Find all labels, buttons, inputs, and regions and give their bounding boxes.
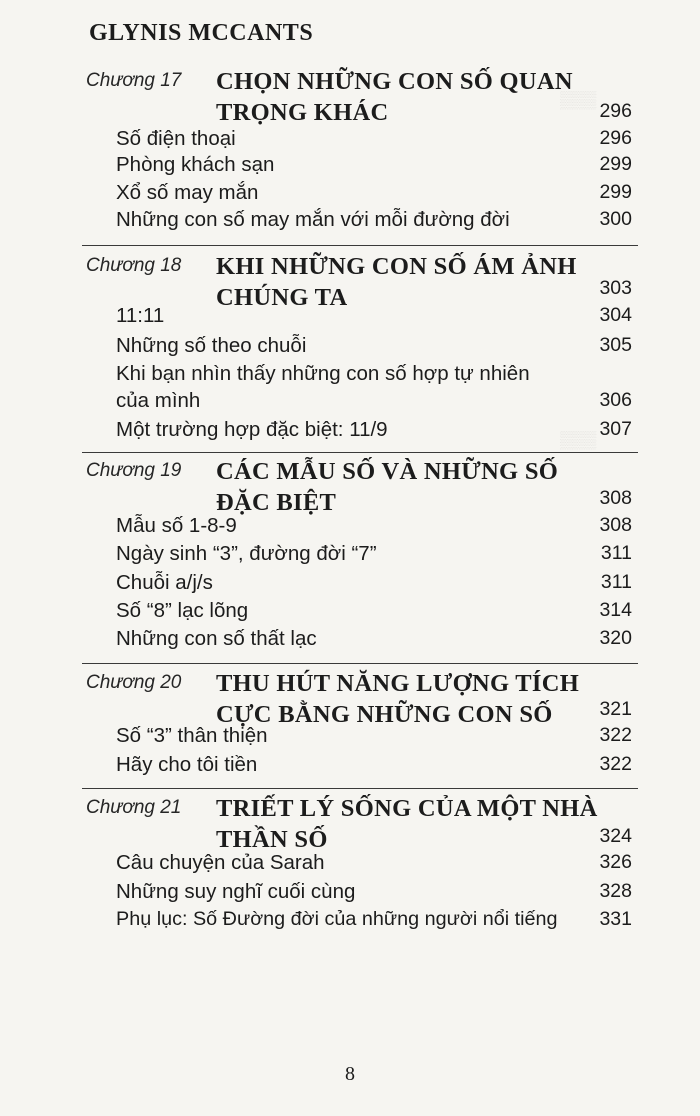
chapter-label: Chương 17	[86, 70, 182, 91]
entry-page: 314	[599, 599, 632, 621]
entry-page: 331	[599, 908, 632, 930]
chapter-label: Chương 18	[86, 255, 182, 276]
entry-page: 304	[599, 304, 632, 326]
show-through: ▒▒▒	[560, 430, 597, 449]
chapter-title: KHI NHỮNG CON SỐ ÁM ẢNH CHÚNG TA	[216, 253, 577, 311]
chapter-page: 296	[599, 100, 632, 122]
toc-entry: Những số theo chuỗi	[116, 334, 307, 357]
toc-entry: Chuỗi a/j/s	[116, 571, 213, 594]
entry-page: 307	[599, 418, 632, 440]
running-head: GLYNIS MCCANTS	[89, 20, 314, 46]
chapter-divider	[82, 452, 638, 453]
chapter-page: 324	[599, 825, 632, 847]
toc-entry: Phòng khách sạn	[116, 153, 275, 176]
chapter-title: CÁC MẪU SỐ VÀ NHỮNG SỐ ĐẶC BIỆT	[216, 458, 559, 516]
chapter-divider	[82, 788, 638, 789]
page-number: 8	[345, 1063, 355, 1085]
chapter-page: 303	[599, 277, 632, 299]
entry-page: 308	[599, 514, 632, 536]
toc-entry: Hãy cho tôi tiền	[116, 753, 258, 776]
entry-page: 296	[599, 127, 632, 149]
entry-page: 311	[600, 571, 632, 593]
toc-entry: Ngày sinh “3”, đường đời “7”	[116, 542, 377, 565]
toc-entry: Số điện thoại	[116, 127, 236, 150]
toc-entry-text: Khi bạn nhìn thấy những con số hợp tự nhiên của mình	[116, 362, 530, 412]
entry-page: 300	[599, 208, 632, 230]
chapter-title: TRIẾT LÝ SỐNG CỦA MỘT NHÀ THẦN SỐ	[216, 795, 598, 853]
toc-entry: Một trường hợp đặc biệt: 11/9	[116, 418, 388, 441]
entry-page: 311	[600, 542, 632, 564]
chapter-divider	[82, 663, 638, 664]
toc-entry-multiline	[116, 360, 556, 414]
toc-entry: Mẫu số 1-8-9	[116, 514, 237, 537]
toc-entry: Những suy nghĩ cuối cùng	[116, 880, 356, 903]
toc-entry: Những con số may mắn với mỗi đường đời	[116, 208, 510, 231]
toc-entry: Những con số thất lạc	[116, 627, 317, 650]
entry-page: 305	[599, 334, 632, 356]
chapter-page: 308	[599, 487, 632, 509]
toc-entry: Phụ lục: Số Đường đời của những người nổi tiếng	[116, 908, 558, 930]
chapter-label: Chương 21	[86, 797, 182, 818]
chapter-label: Chương 19	[86, 460, 182, 481]
entry-page: 322	[599, 753, 632, 775]
toc-entry: Số “3” thân thiện	[116, 724, 268, 747]
chapter-divider	[82, 245, 638, 246]
toc-entry: 11:11	[116, 304, 165, 327]
entry-page: 328	[599, 880, 632, 902]
toc-entry: Câu chuyện của Sarah	[116, 851, 325, 874]
entry-page: 322	[599, 724, 632, 746]
chapter-label: Chương 20	[86, 672, 182, 693]
chapter-title: THU HÚT NĂNG LƯỢNG TÍCH CỰC BẰNG NHỮNG CON SỐ	[216, 670, 580, 728]
entry-page: 320	[599, 627, 632, 649]
entry-page: 306	[599, 389, 632, 411]
toc-entry: Xổ số may mắn	[116, 181, 259, 204]
toc-entry: Số “8” lạc lõng	[116, 599, 249, 622]
entry-page: 299	[599, 181, 632, 203]
chapter-title: CHỌN NHỮNG CON SỐ QUAN TRỌNG KHÁC	[216, 68, 573, 126]
entry-page: 326	[599, 851, 632, 873]
chapter-page: 321	[599, 698, 632, 720]
show-through: ▒▒▒	[560, 90, 597, 109]
entry-page: 299	[599, 153, 632, 175]
